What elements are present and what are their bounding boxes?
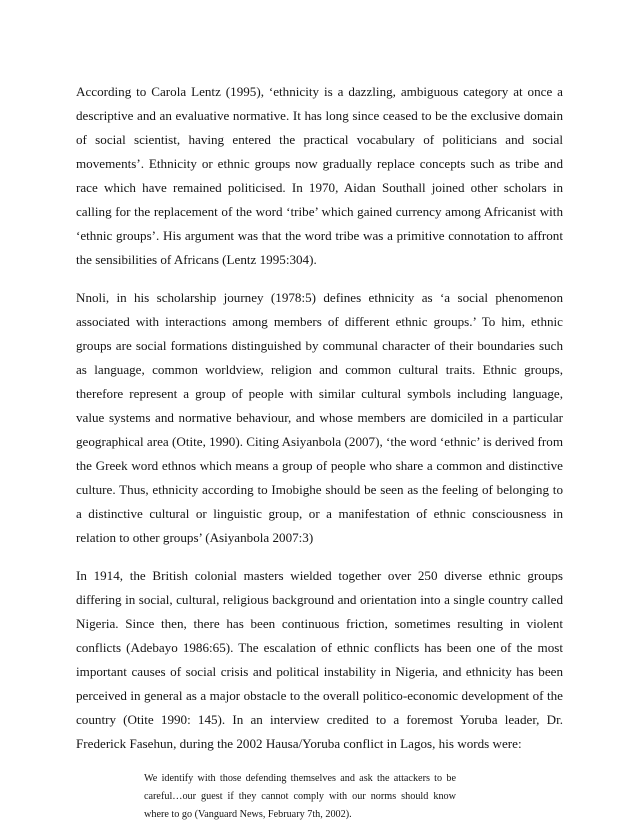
block-quote: We identify with those defending themselves and ask the attackers to be careful…our guest if they cannot comply with our norms should know where to go (Vanguard News, February 7th, 2002). xyxy=(144,773,456,820)
paragraph-nnoli-definition: Nnoli, in his scholarship journey (1978:5) defines ethnicity as ‘a social phenomenon associated with interactions among members of different ethnic groups.’ To him, ethnic groups are social formations distinguished by communal character of their boundaries such as language, common worldview, religion and common cultural traits. Ethnic groups, therefore represent a group of people with similar cultural symbols including language, value systems and normative behaviour, and whose members are domiciled in a particular geographical area (Otite, 1990). Citing Asiyanbola (2007), ‘the word ‘ethnic’ is derived from the Greek word ethnos which means a group of people who share a common and distinctive culture. Thus, ethnicity according to Imobighe should be seen as the feeling of belonging to a distinctive cultural or linguistic group, or a manifestation of ethnic consciousness in relation to other groups’ (Asiyanbola 2007:3) xyxy=(76,290,563,545)
document-page xyxy=(76,80,563,824)
paragraph-nigeria-history: In 1914, the British colonial masters wielded together over 250 diverse ethnic groups differing in social, cultural, religious background and orientation into a single country called Nigeria. Since then, there has been continuous friction, sometimes resulting in violent conflicts (Adebayo 1986:65). The escalation of ethnic conflicts has been one of the most important causes of social crisis and political instability in Nigeria, and ethnicity has been perceived in general as a major obstacle to the overall politico-economic development of the country (Otite 1990: 145). In an interview credited to a foremost Yoruba leader, Dr. Frederick Fasehun, during the 2002 Hausa/Yoruba conflict in Lagos, his words were: xyxy=(76,568,563,751)
paragraph-ethnicity-definition: According to Carola Lentz (1995), ‘ethnicity is a dazzling, ambiguous category at once a descriptive and an evaluative normative. It has long since ceased to be the exclusive domain of social scientist, having entered the practical vocabulary of politicians and social movements’. Ethnicity or ethnic groups now gradually replace concepts such as tribe and race which have remained politicised. In 1970, Aidan Southall joined other scholars in calling for the replacement of the word ‘tribe’ which gained currency among Africanist with ‘ethnic groups’. His argument was that the word tribe was a primitive connotation to affront the sensibilities of Africans (Lentz 1995:304). xyxy=(76,84,563,267)
